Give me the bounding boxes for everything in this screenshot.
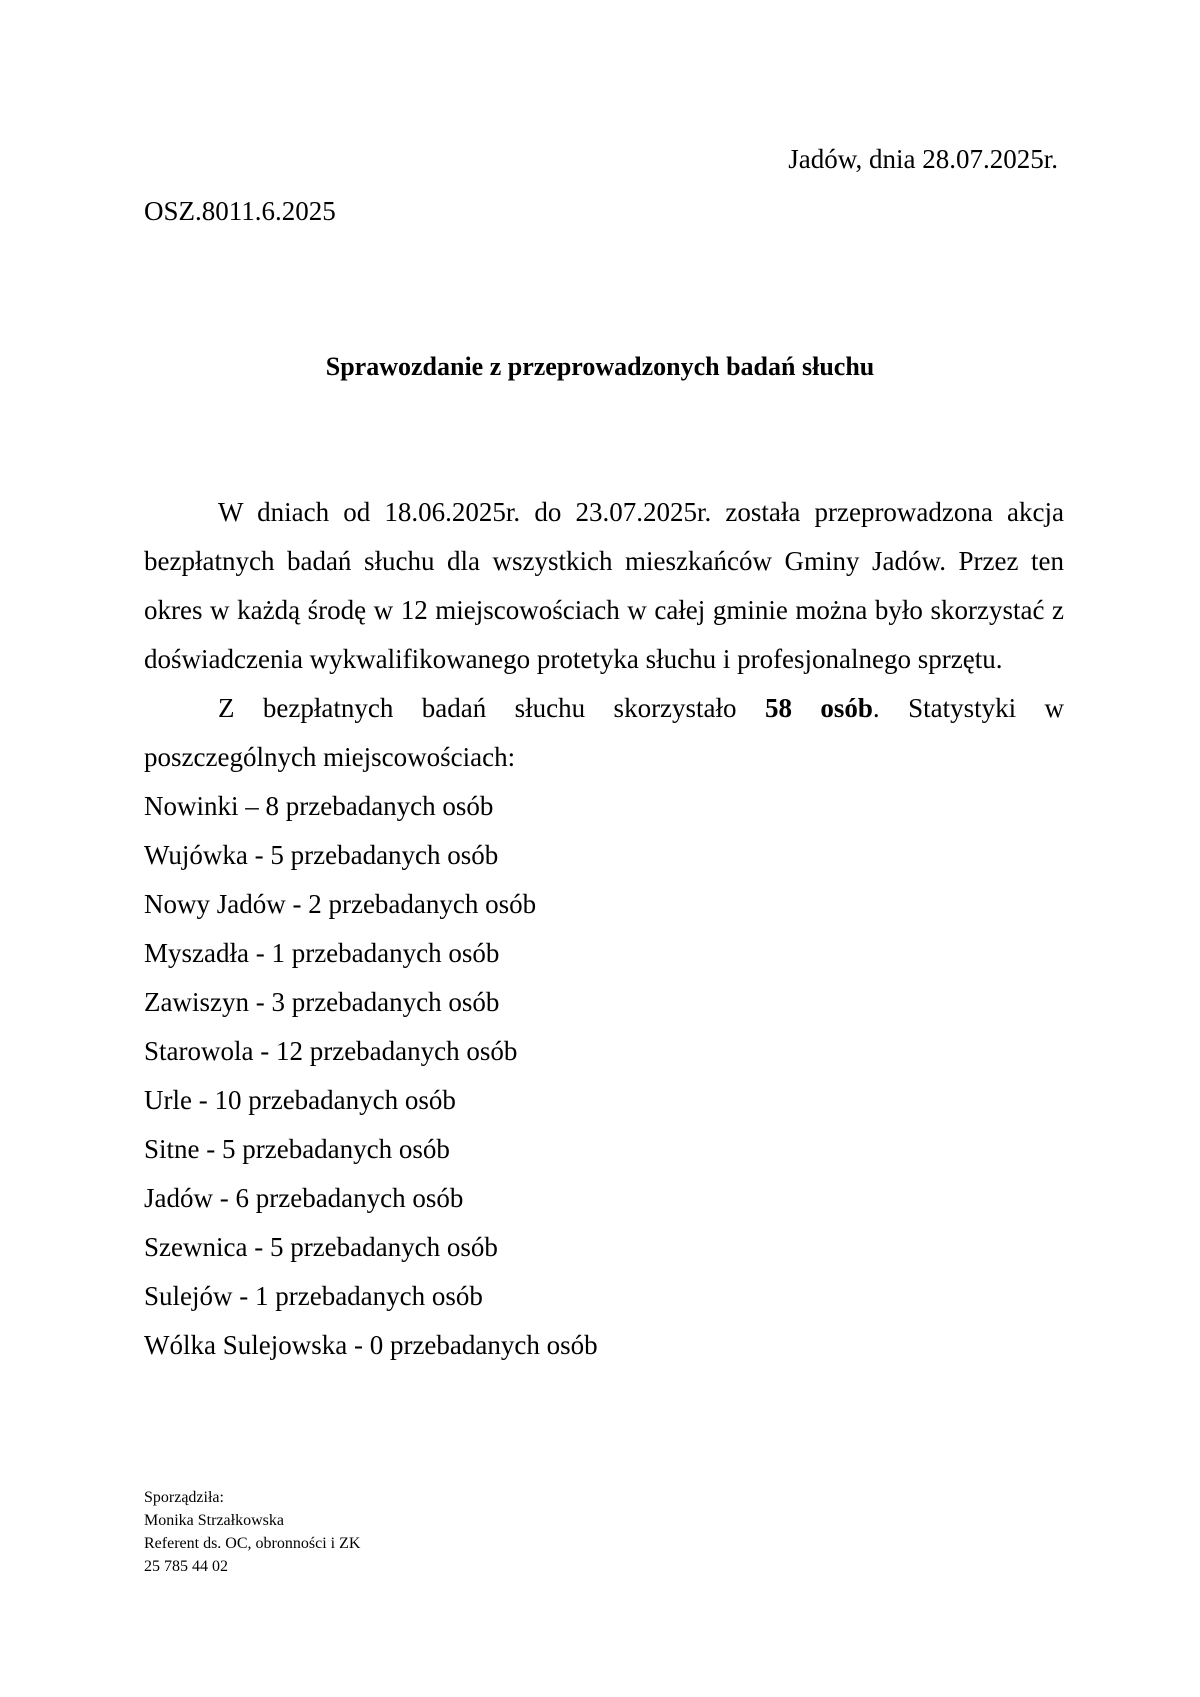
summary-text-after: . Statystyki w poszczególnych miejscowościach: [144, 693, 1064, 772]
list-item: Nowinki – 8 przebadanych osób [144, 791, 494, 821]
summary-paragraph [144, 684, 1064, 782]
author-position: Referent ds. OC, obronności i ZK [144, 1535, 361, 1552]
list-item: Urle - 10 przebadanych osób [144, 1085, 456, 1115]
document-title: Sprawozdanie z przeprowadzonych badań słuchu [325, 352, 875, 381]
author-phone: 25 785 44 02 [144, 1558, 228, 1575]
list-item: Wólka Sulejowska - 0 przebadanych osób [144, 1330, 598, 1360]
signature-block [144, 1486, 360, 1578]
total-count: 58 osób [764, 693, 873, 723]
author-name: Monika Strzałkowska [144, 1512, 284, 1529]
list-item: Nowy Jadów - 2 przebadanych osób [144, 889, 537, 919]
list-item: Szewnica - 5 przebadanych osób [144, 1232, 498, 1262]
list-item: Sulejów - 1 przebadanych osób [144, 1281, 483, 1311]
list-item: Wujówka - 5 przebadanych osób [144, 840, 499, 870]
list-item: Zawiszyn - 3 przebadanych osób [144, 987, 500, 1017]
prepared-by-label: Sporządziła: [144, 1489, 224, 1506]
list-item: Starowola - 12 przebadanych osób [144, 1036, 518, 1066]
summary-text-before: Z bezpłatnych badań słuchu skorzystało [218, 693, 765, 723]
list-item: Sitne - 5 przebadanych osób [144, 1134, 450, 1164]
list-item: Jadów - 6 przebadanych osób [144, 1183, 464, 1213]
locations-list [144, 782, 1064, 1370]
document-body [144, 488, 1064, 1370]
intro-paragraph: W dniach od 18.06.2025r. do 23.07.2025r. została przeprowadzona akcja bezpłatnych badań słuchu dla wszystkich mieszkańców Gminy Jadów. Przez ten okres w każdą środę w 12 miejscowościach w całej gminie można było skorzystać z doświadczenia wykwalifikowanego protetyka słuchu i profesjonalnego sprzętu. [144, 497, 1064, 674]
list-item: Myszadła - 1 przebadanych osób [144, 938, 500, 968]
document-date: Jadów, dnia 28.07.2025r. [788, 144, 1058, 174]
reference-number: OSZ.8011.6.2025 [144, 196, 336, 226]
